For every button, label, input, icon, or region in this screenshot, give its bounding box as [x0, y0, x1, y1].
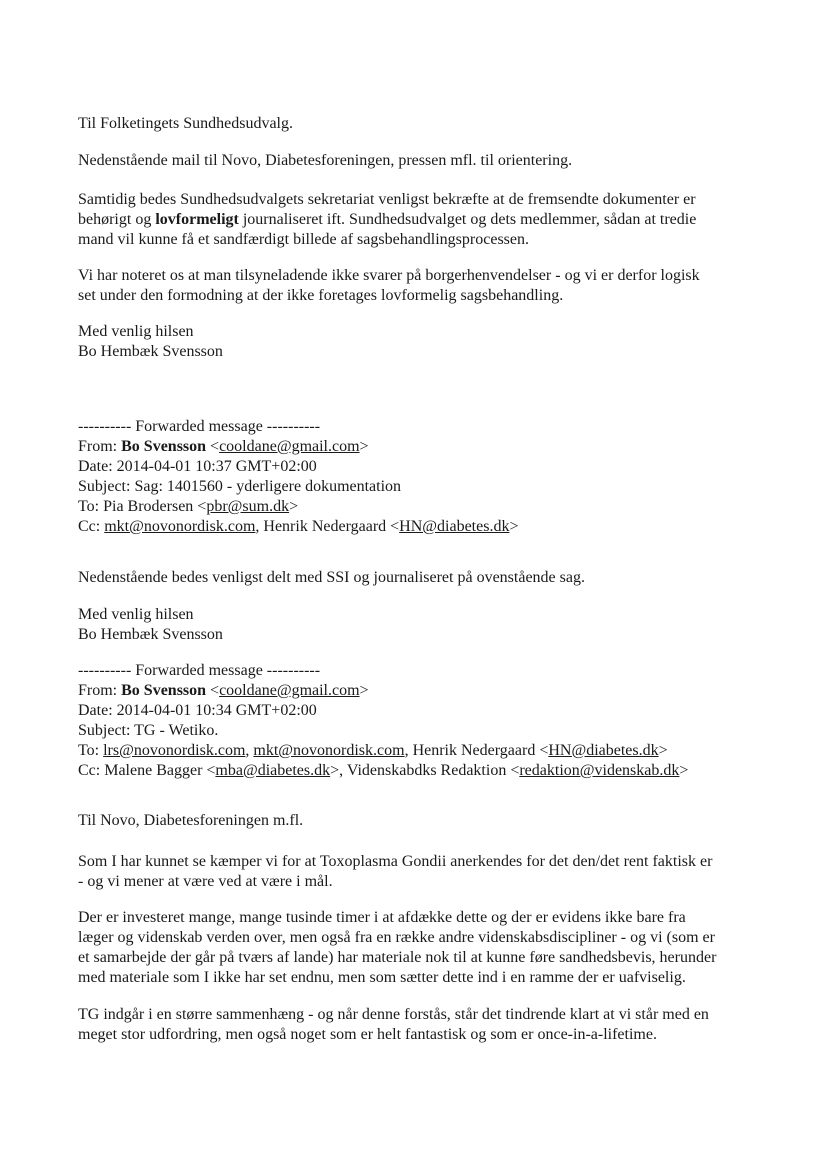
email-link[interactable]: cooldane@gmail.com — [219, 438, 360, 455]
letter-paragraph-3: TG indgår i en større sammenhæng - og når denne forstås, står det tindrende klart at vi står med en meget stor udfordring, men også noget som er helt fantastisk og som er once-in-a-lifetime. — [78, 1006, 709, 1043]
forward-2-header-block — [78, 661, 758, 781]
forward-2-divider: ---------- Forwarded message ---------- — [78, 662, 321, 679]
forward-1-header-block — [78, 417, 758, 537]
forward-1-signature: Bo Hembæk Svensson — [78, 626, 223, 643]
forward-1-to: To: Pia Brodersen <pbr@sum.dk> — [78, 498, 299, 515]
email-link[interactable]: pbr@sum.dk — [206, 498, 290, 515]
email-link[interactable]: HN@diabetes.dk — [399, 518, 510, 535]
forward-2-from: From: Bo Svensson <cooldane@gmail.com> — [78, 682, 369, 699]
email-link[interactable]: mkt@novonordisk.com — [104, 518, 256, 535]
intro-signature-block: Med venlig hilsen Bo Hembæk Svensson — [78, 322, 758, 362]
intro-paragraph-1: Nedenstående mail til Novo, Diabetesforeningen, pressen mfl. til orientering. — [78, 152, 573, 169]
forward-1-from: From: Bo Svensson <cooldane@gmail.com> — [78, 438, 369, 455]
forward-1-signature-block: Med venlig hilsen Bo Hembæk Svensson — [78, 605, 758, 645]
intro-greeting: Til Folketingets Sundhedsudvalg. — [78, 115, 293, 132]
forward-1-divider: ---------- Forwarded message ---------- — [78, 418, 321, 435]
forward-2-cc: Cc: Malene Bagger <mba@diabetes.dk>, Videnskabdks Redaktion <redaktion@videnskab.dk> — [78, 762, 689, 779]
letter-paragraph-1: Som I har kunnet se kæmper vi for at Toxoplasma Gondii anerkendes for det den/det rent faktisk er - og vi mener at være ved at være i mål. — [78, 853, 713, 890]
email-link[interactable]: cooldane@gmail.com — [219, 682, 360, 699]
forward-1-body: Nedenstående bedes venligst delt med SSI og journaliseret på ovenstående sag. — [78, 569, 585, 586]
letter-paragraph-2: Der er investeret mange, mange tusinde timer i at afdække dette og der er evidens ikke bare fra læger og videnskab verden over, men også fra en række andre videnskabsdiscipliner - og vi (som er et samarbejde der går på tværs af lande) har materiale nok til at kunne føre sandhedsbevis, herunder med materiale som I ikke har set endnu, men som sætter dette ind i en ramme der er uafviselig. — [78, 909, 717, 986]
forward-1-subject: Subject: Sag: 1401560 - yderligere dokumentation — [78, 478, 402, 495]
forward-1-cc: Cc: mkt@novonordisk.com, Henrik Nedergaard <HN@diabetes.dk> — [78, 518, 519, 535]
email-link[interactable]: lrs@novonordisk.com — [103, 742, 246, 759]
forward-2-subject: Subject: TG - Wetiko. — [78, 722, 219, 739]
intro-paragraph-2: Samtidig bedes Sundhedsudvalgets sekretariat venligst bekræfte at de fremsendte dokumenter er behørigt og lovformeligt journaliseret ift. Sundhedsudvalget og dets medlemmer, sådan at tredie mand vil kunne få et sandfærdigt billede af sagsbehandlingsprocessen. — [78, 191, 697, 248]
email-link[interactable]: redaktion@videnskab.dk — [519, 762, 680, 779]
email-link[interactable]: HN@diabetes.dk — [548, 742, 659, 759]
email-link[interactable]: mkt@novonordisk.com — [253, 742, 405, 759]
forward-2-date: Date: 2014-04-01 10:34 GMT+02:00 — [78, 702, 317, 719]
email-link[interactable]: mba@diabetes.dk — [215, 762, 331, 779]
emphasis-lovformeligt: lovformeligt — [155, 211, 239, 228]
forward-1-date: Date: 2014-04-01 10:37 GMT+02:00 — [78, 458, 317, 475]
intro-paragraph-3: Vi har noteret os at man tilsyneladende ikke svarer på borgerhenvendelser - og vi er derfor logisk set under den formodning at der ikke foretages lovformelig sagsbehandling. — [78, 267, 700, 304]
letter-greeting: Til Novo, Diabetesforeningen m.fl. — [78, 812, 304, 829]
forward-2-to: To: lrs@novonordisk.com, mkt@novonordisk.com, Henrik Nedergaard <HN@diabetes.dk> — [78, 742, 668, 759]
intro-signature: Bo Hembæk Svensson — [78, 343, 223, 360]
